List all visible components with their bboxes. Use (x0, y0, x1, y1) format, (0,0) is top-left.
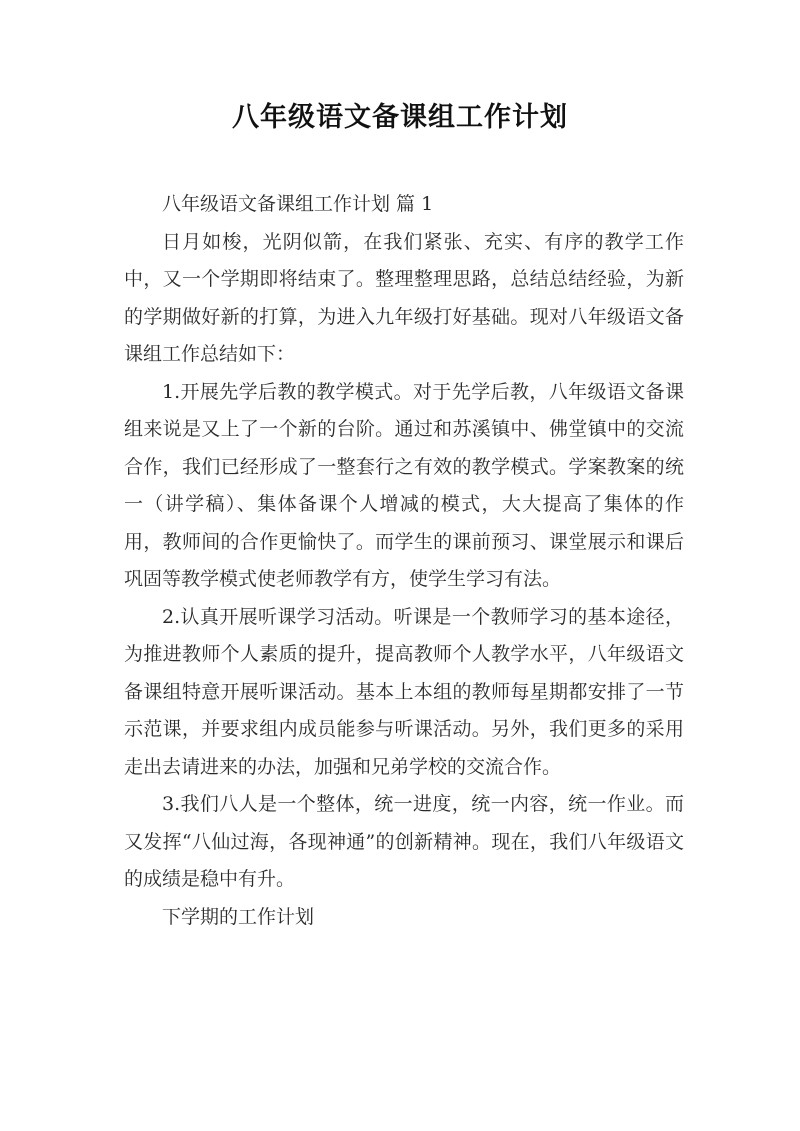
paragraph-next-term-plan: 下学期的工作计划 (162, 905, 315, 928)
paragraph-item-1: 1.开展先学后教的教学模式。对于先学后教，八年级语文备课组来说是又上了一个新的台阶。通过和苏溪镇中、佛堂镇中的交流合作，我们已经形成了一整套行之有效的教学模式。学案教案的统一（讲学稿）、集体备课个人增减的模式，大大提高了集体的作用，教师间的合作更愉快了。而学生的课前预习、课堂展示和课后巩固等教学模式使老师教学有方，使学生学习有法。 (124, 380, 684, 590)
section-heading: 八年级语文备课组工作计划 篇 1 (162, 193, 434, 215)
paragraph-item-2: 2.认真开展听课学习活动。听课是一个教师学习的基本途径，为推进教师个人素质的提升，提高教师个人教学水平，八年级语文备课组特意开展听课活动。基本上本组的教师每星期都安排了一节示范课，并要求组内成员能参与听课活动。另外，我们更多的采用走出去请进来的办法，加强和兄弟学校的交流合作。 (124, 605, 684, 778)
document-body (124, 186, 684, 936)
document-title: 八年级语文备课组工作计划 (232, 102, 568, 133)
paragraph-item-3: 3.我们八人是一个整体，统一进度，统一内容，统一作业。而又发挥“八仙过海，各现神通”的创新精神。现在，我们八年级语文的成绩是稳中有升。 (124, 793, 684, 890)
paragraph-intro: 日月如梭，光阴似箭，在我们紧张、充实、有序的教学工作中，又一个学期即将结束了。整理整理思路，总结总结经验，为新的学期做好新的打算，为进入九年级打好基础。现对八年级语文备课组工作总结如下： (124, 230, 684, 365)
